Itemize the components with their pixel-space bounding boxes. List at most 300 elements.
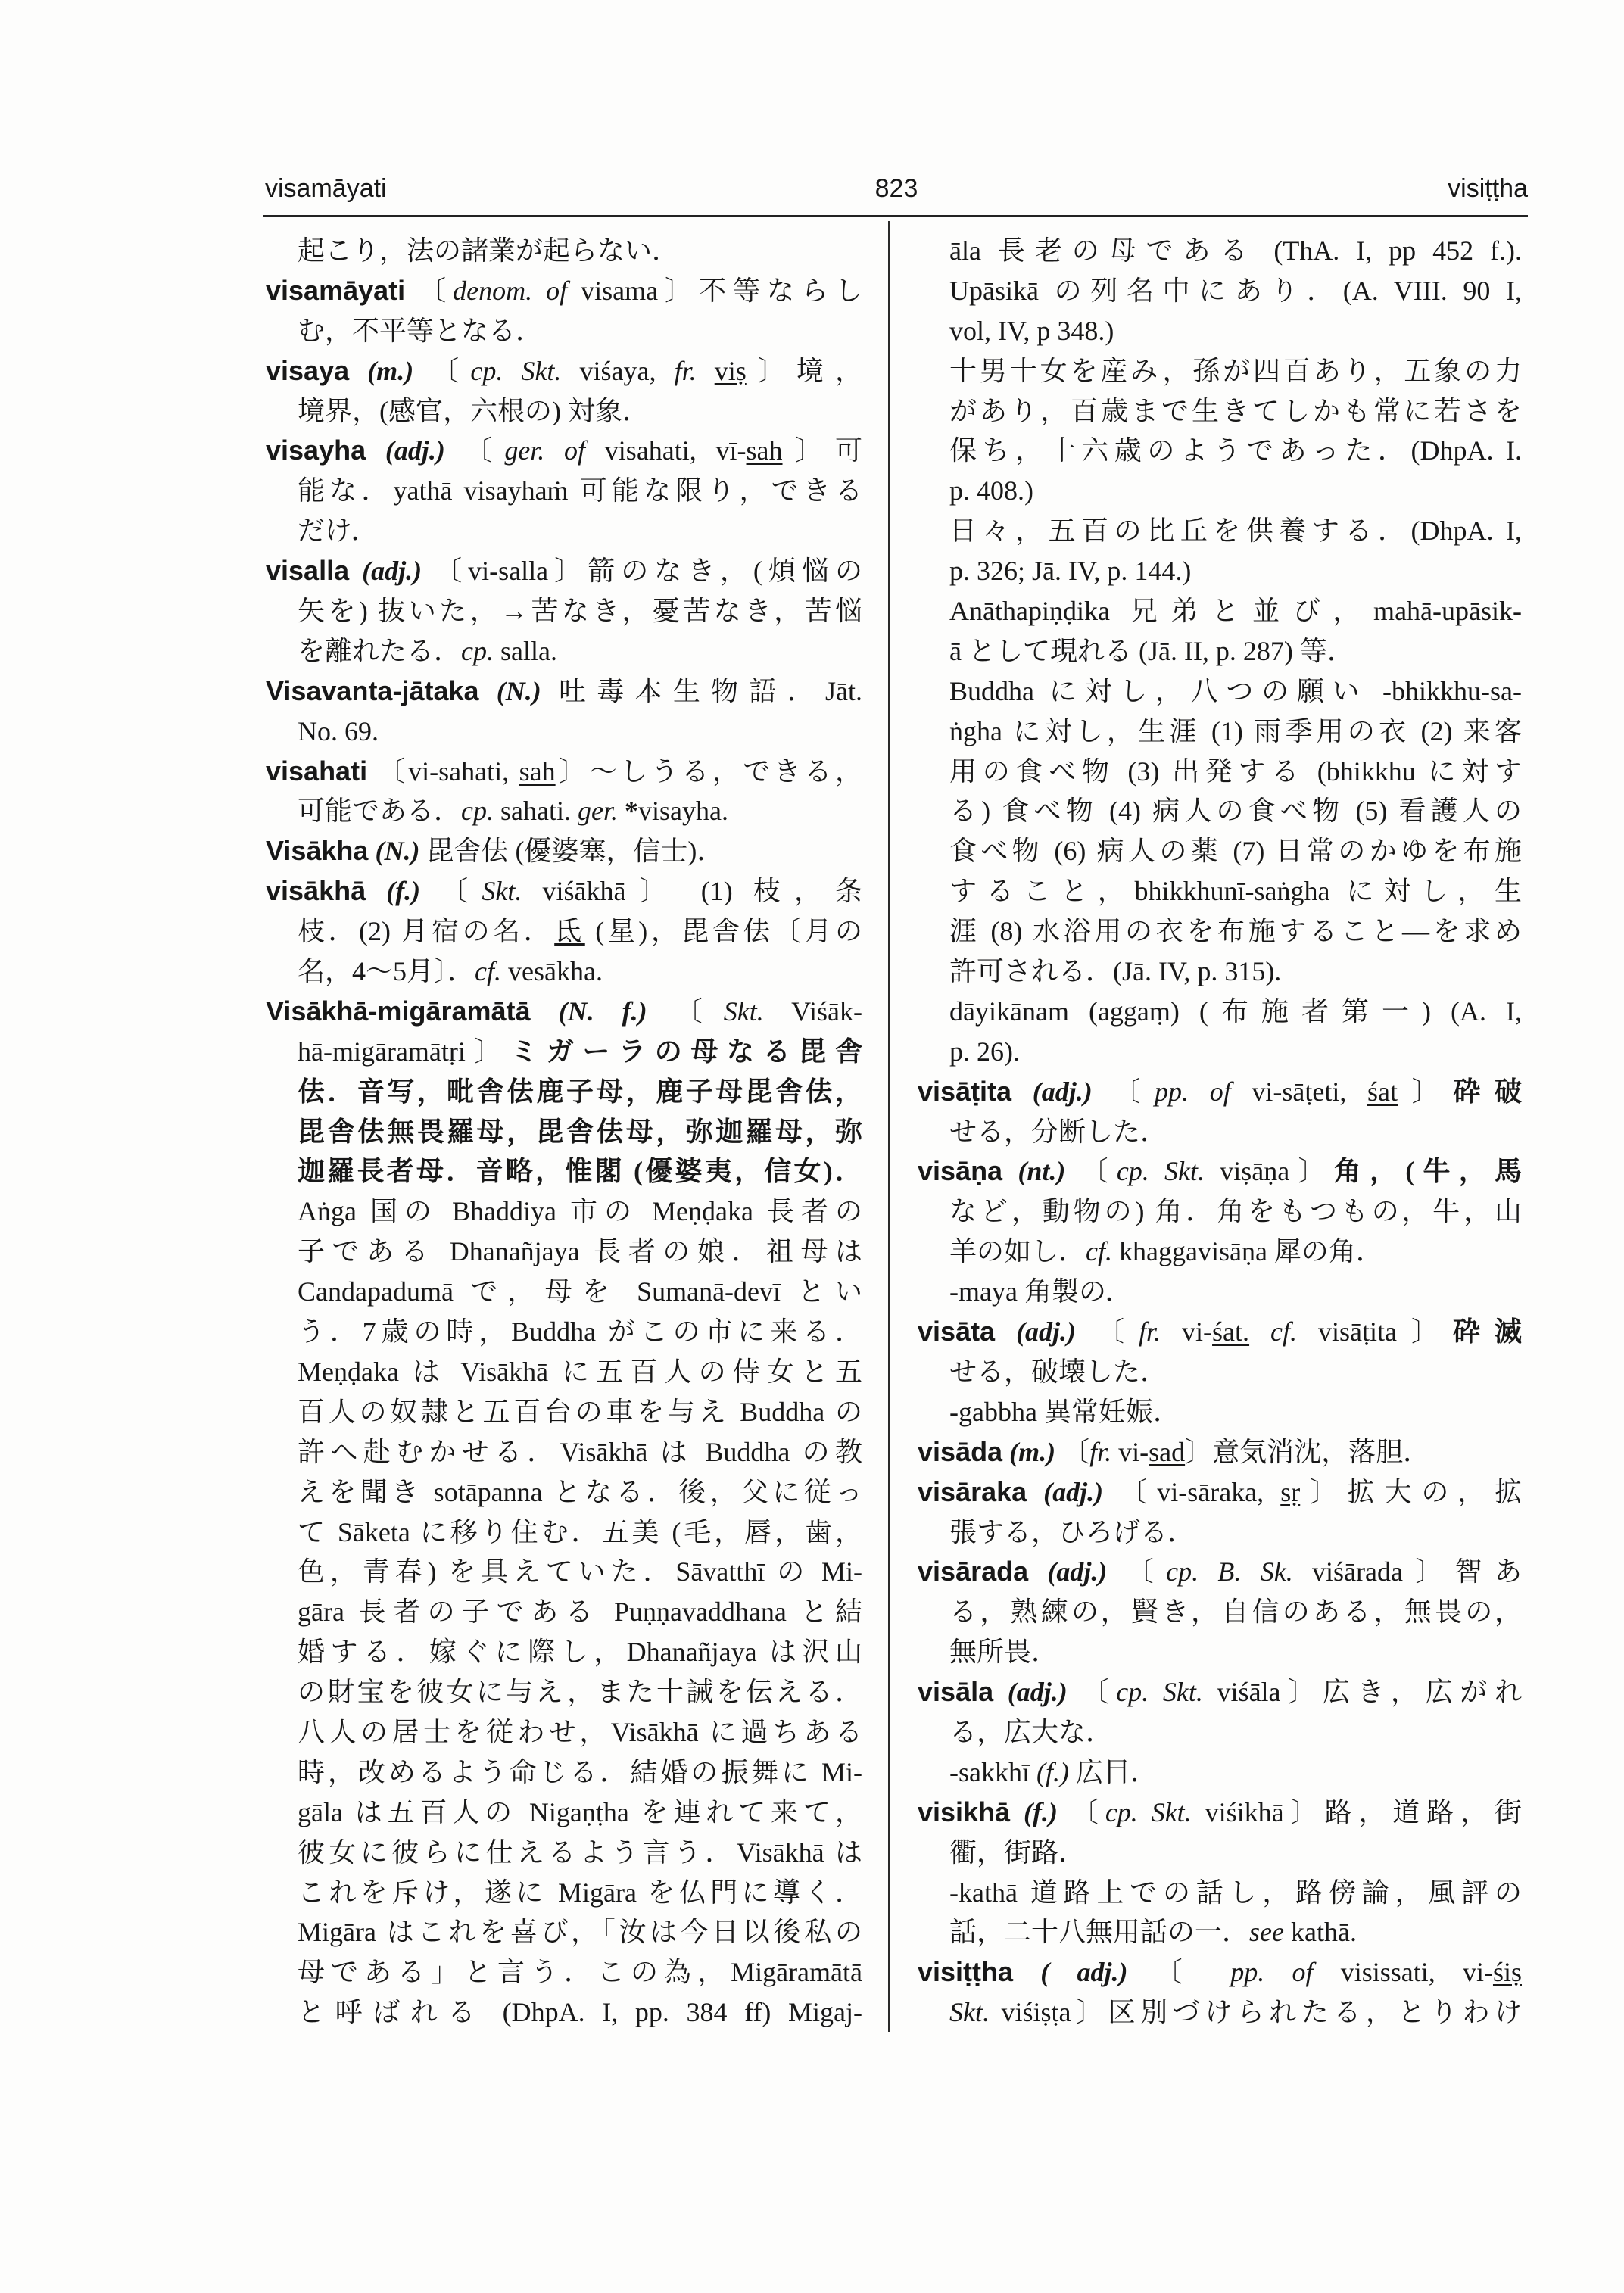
dictionary-line <box>266 1793 862 1833</box>
dictionary-line <box>266 671 862 712</box>
text-run: 〔 <box>1092 1076 1155 1107</box>
dictionary-line <box>266 1513 862 1553</box>
text-run: (星)，毘舎佉〔月の <box>584 916 862 947</box>
dictionary-entry <box>918 1672 1522 1793</box>
text-run: 〕意気消沈，落胆． <box>1185 1436 1431 1467</box>
dictionary-entry <box>918 1432 1522 1472</box>
text-run: 〔 <box>1055 1436 1090 1467</box>
grammar-note: cf. <box>1249 1316 1298 1347</box>
part-of-speech: (f.) <box>366 876 421 907</box>
dictionary-line <box>918 471 1522 511</box>
column-divider <box>888 221 890 2032</box>
text-run: ṅgha に対し，生涯 (1) 雨季用の衣 (2) 来客 <box>949 715 1522 746</box>
dictionary-line <box>266 1192 862 1232</box>
dictionary-line <box>918 1072 1522 1112</box>
dictionary-line <box>918 1032 1522 1072</box>
dictionary-entry <box>266 231 862 271</box>
text-run: -sakkhī <box>949 1756 1036 1787</box>
text-run: 〔 <box>647 995 724 1027</box>
text-run: vi- <box>1111 1436 1149 1467</box>
part-of-speech: ( adj.) <box>1013 1957 1128 1988</box>
headword: visāla <box>918 1676 994 1708</box>
text-run: 〕可 <box>782 435 862 466</box>
grammar-note: (f.) <box>1036 1756 1069 1787</box>
text-run: 〔vi-salla〕箭のなき，(煩悩の <box>422 556 862 587</box>
dictionary-line <box>266 992 862 1032</box>
dictionary-line <box>266 1592 862 1632</box>
grammar-note: see <box>1249 1917 1284 1948</box>
part-of-speech: (m.) <box>1002 1436 1056 1467</box>
dictionary-line <box>918 992 1522 1032</box>
text-run: gāra 長者の子である Puṇṇavaddhana と結 <box>298 1597 862 1628</box>
left-column <box>266 231 862 2033</box>
part-of-speech: (adj.) <box>366 435 445 466</box>
dictionary-line <box>266 911 862 952</box>
dictionary-line <box>918 1793 1522 1833</box>
text-run: visahati, vī- <box>585 435 747 466</box>
underlined-root: viṣ <box>714 355 747 386</box>
headword: visāṭita <box>918 1075 1012 1107</box>
text-run: る) 食べ物 (4) 病人の食べ物 (5) 看護人の <box>949 796 1522 827</box>
bold-text: 角，(牛，馬 <box>1333 1156 1522 1187</box>
grammar-note: fr. <box>1139 1316 1161 1347</box>
grammar-note: cp. Skt. <box>1116 1677 1203 1708</box>
text-run: 婚する．嫁ぐに際し，Dhanañjaya は沢山 <box>298 1637 862 1668</box>
text-run: 毘舎佉 (優婆塞，信士)． <box>419 836 725 867</box>
text-run: p. 408.) <box>949 475 1033 506</box>
text-run: No. 69. <box>298 715 379 746</box>
text-run: Migāra はこれを喜び，「汝は今日以後私の <box>298 1917 862 1948</box>
part-of-speech: (adj.) <box>995 1316 1077 1347</box>
dictionary-line <box>918 952 1522 992</box>
dictionary-line <box>266 1272 862 1312</box>
text-run: āla 長老の母である (ThA. I, pp 452 f.). <box>949 235 1522 266</box>
right-column <box>918 231 1522 2033</box>
grammar-note: fr. <box>1089 1436 1112 1467</box>
dictionary-line <box>918 1392 1522 1432</box>
text-run: vesākha. <box>501 956 603 987</box>
text-run: gāla は五百人の Nigaṇṭha を連れて来て， <box>298 1796 862 1827</box>
headword: visārada <box>918 1556 1029 1587</box>
text-run: 〕境， <box>746 355 862 386</box>
text-run: Viśāk- <box>763 995 862 1027</box>
dictionary-entry <box>918 1793 1522 1953</box>
dictionary-line <box>266 391 862 431</box>
text-run: visāṭita〕 <box>1297 1316 1453 1347</box>
part-of-speech: (m.) <box>349 355 414 386</box>
dictionary-line <box>266 1672 862 1712</box>
dictionary-line <box>918 871 1522 911</box>
dictionary-entry <box>266 671 862 752</box>
dictionary-line <box>266 1032 862 1072</box>
dictionary-line <box>918 1513 1522 1553</box>
dictionary-line <box>266 1432 862 1472</box>
grammar-note: Skt. <box>723 995 764 1027</box>
text-run: Meṇḍaka は Visākhā に五百人の侍女と五 <box>298 1356 862 1387</box>
part-of-speech: (N.) <box>368 836 420 867</box>
dictionary-line <box>266 1632 862 1672</box>
text-run: 〔 <box>413 355 471 386</box>
dictionary-line <box>266 351 862 391</box>
dictionary-line <box>918 1312 1522 1352</box>
text-run: ā として現れる (Jā. II, p. 287) 等． <box>949 635 1354 666</box>
bold-text: 砕破 <box>1453 1076 1522 1107</box>
text-run: 〔 <box>1067 1677 1117 1708</box>
text-run: -kathā 道路上での話し，路傍論，風評の <box>949 1877 1522 1908</box>
text-run: これを斥け，遂に Migāra を仏門に導く． <box>298 1877 862 1908</box>
text-run: -maya 角製の． <box>949 1276 1133 1307</box>
dictionary-line <box>918 831 1522 871</box>
text-run: 彼女に彼らに仕えるよう言う．Visākhā は <box>298 1837 862 1868</box>
grammar-note: ger. <box>577 796 618 827</box>
text-run: 広目． <box>1068 1756 1158 1787</box>
running-head-right: visiṭṭha <box>1448 174 1528 203</box>
dictionary-line <box>918 1592 1522 1632</box>
dictionary-entry <box>918 1472 1522 1553</box>
dictionary-entry <box>266 351 862 431</box>
dictionary-entry <box>266 271 862 351</box>
dictionary-line <box>918 1672 1522 1712</box>
text-run: があり，百歳まで生きてしかも常に若さを <box>949 395 1522 426</box>
headword: visiṭṭha <box>918 1956 1014 1988</box>
grammar-note: pp. of <box>1230 1957 1314 1988</box>
text-run: 話，二十八無用話の一． <box>949 1917 1250 1948</box>
text-run: viṣāṇa〕 <box>1205 1156 1334 1187</box>
underlined-root: sṛ <box>1280 1476 1301 1507</box>
part-of-speech: (nt.) <box>1002 1156 1066 1187</box>
text-run: viśārada〕智あ <box>1292 1556 1522 1587</box>
text-run: 可能である． <box>298 796 462 827</box>
dictionary-line <box>266 1112 862 1152</box>
text-run: 保ち，十六歳のようであった．(DhpA. I. <box>949 435 1522 466</box>
text-run: dāyikānam (aggaṃ) (布施者第一) (A. I, <box>949 995 1522 1027</box>
text-run: 子である Dhanañjaya 長者の娘．祖母は <box>298 1236 862 1267</box>
dictionary-entry <box>266 431 862 551</box>
text-run: 〔 <box>1107 1556 1167 1587</box>
text-run: 許可される．(Jā. IV, p. 315). <box>949 956 1282 987</box>
running-head-left: visamāyati <box>265 174 387 203</box>
text-run: 無所畏． <box>949 1637 1059 1668</box>
dictionary-line <box>266 1232 862 1272</box>
text-run: 許へ赴むかせる．Visākhā は Buddha の教 <box>298 1436 862 1467</box>
text-run: Candapadumā で，母を Sumanā-devī とい <box>298 1276 862 1307</box>
part-of-speech: (adj.) <box>349 556 422 587</box>
headword: visayha <box>266 435 366 466</box>
grammar-note: cp. Skt. <box>470 355 562 386</box>
dictionary-line <box>918 911 1522 952</box>
dictionary-entry <box>266 551 862 671</box>
part-of-speech: (adj.) <box>1027 1476 1104 1507</box>
dictionary-line <box>918 1151 1522 1192</box>
text-run: 〕～しうる，できる， <box>555 756 862 787</box>
text-run: て Sāketa に移り住む．五美 (毛，唇，歯， <box>298 1516 862 1547</box>
grammar-note: ger. of <box>504 435 586 466</box>
dictionary-line <box>918 1873 1522 1913</box>
text-run: の財宝を彼女に与え，また十誡を伝える． <box>298 1677 862 1708</box>
text-run: 〔 <box>1065 1156 1117 1187</box>
dictionary-entry <box>918 1552 1522 1672</box>
text-run: 張する，ひろげる． <box>949 1516 1195 1547</box>
part-of-speech: (adj.) <box>993 1677 1068 1708</box>
dictionary-line <box>266 1392 862 1432</box>
text-run: 矢を) 抜いた，→苦なき，憂苦なき，苦悩 <box>298 596 862 627</box>
dictionary-line <box>266 952 862 992</box>
text-run: せる，破壊した． <box>949 1356 1168 1387</box>
dictionary-line <box>918 1472 1522 1513</box>
text-run: 吐毒本生物語．Jāt. <box>541 675 862 706</box>
text-run: vi- <box>1161 1316 1213 1347</box>
text-run: vi-sāṭeti, <box>1230 1076 1367 1107</box>
dictionary-line <box>918 1992 1522 2033</box>
text-run: 〔 <box>444 435 505 466</box>
grammar-note: pp. of <box>1155 1076 1231 1107</box>
text-run: visissati, vi- <box>1313 1957 1493 1988</box>
dictionary-line <box>918 511 1522 551</box>
text-run: る，熟練の，賢き，自信のある，無畏の， <box>949 1597 1522 1628</box>
text-run: 〔 <box>1127 1957 1231 1988</box>
text-run: 名，4～5月〕． <box>298 956 475 987</box>
dictionary-line <box>918 351 1522 391</box>
text-run: visama〕不等ならし <box>567 275 862 306</box>
dictionary-line <box>266 1151 862 1192</box>
dictionary-line <box>266 752 862 792</box>
headword: visikhā <box>918 1796 1011 1827</box>
text-run: hā-migāramātṛi〕 <box>298 1036 511 1067</box>
grammar-note: cf. <box>475 956 501 987</box>
grammar-note: cp. <box>461 635 494 666</box>
text-run: 〔 <box>405 275 454 306</box>
dictionary-entry <box>918 1072 1522 1152</box>
headword: Visākha <box>266 835 369 867</box>
text-run: 枝．(2) 月宿の名． <box>298 916 555 947</box>
part-of-speech: (N. f.) <box>530 995 647 1027</box>
dictionary-line <box>266 1352 862 1392</box>
underlined-root: śat. <box>1212 1316 1250 1347</box>
text-run: sahati. <box>494 796 578 827</box>
text-run: kathā. <box>1283 1917 1357 1948</box>
headword: visahati <box>266 755 368 787</box>
text-run: viśāla〕広き，広がれ <box>1202 1677 1522 1708</box>
dictionary-entry <box>918 1151 1522 1312</box>
text-run: すること，bhikkhunī-saṅgha に対し，生 <box>949 876 1522 907</box>
text-run: 〔 <box>1076 1316 1139 1347</box>
text-run: る，広大な． <box>949 1716 1114 1747</box>
text-run: khaggavisāṇa 犀の角． <box>1112 1236 1383 1267</box>
headword: visamāyati <box>266 274 406 306</box>
header-rule <box>263 215 1528 217</box>
dictionary-line <box>918 1432 1522 1472</box>
text-run: viśākhā〕 (1) 枝，条 <box>522 876 862 907</box>
grammar-note: cp. Skt. <box>1105 1796 1192 1827</box>
dictionary-entry <box>918 1952 1522 2033</box>
dictionary-line <box>918 1352 1522 1392</box>
dictionary-line <box>918 791 1522 831</box>
text-run: う．7歳の時，Buddha がこの市に来る． <box>298 1316 862 1347</box>
dictionary-line <box>918 231 1522 271</box>
text-run: viśikhā〕路，道路，街 <box>1191 1796 1522 1827</box>
underlined-root: sah <box>746 435 783 466</box>
text-run: 起こり，法の諸業が起らない． <box>298 235 680 266</box>
dictionary-line <box>266 1072 862 1112</box>
dictionary-line <box>266 511 862 551</box>
bold-text: ミガーラの母なる毘舎 <box>510 1036 862 1067</box>
underlined-root: sad <box>1149 1436 1186 1467</box>
headword: visāta <box>918 1316 996 1347</box>
dictionary-line <box>266 1912 862 1952</box>
dictionary-entry <box>266 752 862 832</box>
dictionary-line <box>266 1992 862 2033</box>
dictionary-line <box>266 311 862 351</box>
dictionary-line <box>918 551 1522 591</box>
part-of-speech: (f.) <box>1010 1796 1058 1827</box>
text-run: -gabbha 異常妊娠． <box>949 1396 1180 1427</box>
text-run: 衢，街路． <box>949 1837 1086 1868</box>
part-of-speech: (N.) <box>478 675 541 706</box>
dictionary-line <box>918 391 1522 431</box>
dictionary-line <box>918 431 1522 471</box>
headword: Visākhā-migāramātā <box>266 995 531 1027</box>
text-run: えを聞き sotāpanna となる．後，父に従っ <box>298 1476 862 1507</box>
dictionary-line <box>918 1952 1522 1992</box>
dictionary-line <box>918 1552 1522 1592</box>
headword: visalla <box>266 555 350 587</box>
headword: visāda <box>918 1435 1003 1467</box>
grammar-note: cf. <box>1086 1236 1112 1267</box>
text-run: 母である」と言う．この為，Migāramātā <box>298 1957 862 1988</box>
dictionary-entry <box>918 1312 1522 1432</box>
dictionary-line <box>266 1752 862 1793</box>
dictionary-line <box>918 591 1522 631</box>
text-run: 涯 (8) 水浴用の衣を布施すること—を求め <box>949 916 1522 947</box>
dictionary-line <box>266 1472 862 1513</box>
grammar-note: Skt. <box>482 876 522 907</box>
headword: visaya <box>266 354 350 386</box>
text-run: visayha. <box>637 796 728 827</box>
dictionary-entry <box>918 231 1522 1072</box>
text-run: 時，改めるよう命じる．結婚の振舞に Mi- <box>298 1756 862 1787</box>
text-run: 羊の如し． <box>949 1236 1086 1267</box>
bold-text: 砕滅 <box>1452 1316 1522 1347</box>
text-run: p. 26). <box>949 1036 1020 1067</box>
dictionary-line <box>266 1312 862 1352</box>
text-run: 百人の奴隷と五百台の車を与え Buddha の <box>298 1396 862 1427</box>
underlined-root: sah <box>519 756 556 787</box>
text-run: viśaya, <box>561 355 675 386</box>
underlined-root: śat <box>1367 1076 1398 1107</box>
dictionary-line <box>918 712 1522 752</box>
dictionary-line <box>918 631 1522 671</box>
grammar-note: fr. <box>674 355 715 386</box>
dictionary-line <box>918 1833 1522 1873</box>
dictionary-line <box>918 752 1522 792</box>
dictionary-entry <box>266 831 862 871</box>
dictionary-line <box>266 231 862 271</box>
dictionary-line <box>266 871 862 911</box>
text-run: 境界，(感官，六根の) 対象． <box>298 395 650 426</box>
text-run: を離れたる． <box>298 635 462 666</box>
dictionary-line <box>918 1112 1522 1152</box>
dictionary-line <box>266 631 862 671</box>
dictionary-line <box>266 1952 862 1992</box>
text-run: 〕拡大の，拡 <box>1300 1476 1522 1507</box>
text-run: viśiṣṭa〕区別づけられたる，とりわけ <box>989 1997 1522 2028</box>
text-run: Anāthapiṇḍika 兄弟と並び，mahā-upāsik- <box>949 596 1522 627</box>
text-run: 〔vi-sahati, <box>367 756 519 787</box>
dictionary-line <box>918 1712 1522 1752</box>
underlined-root: 氐 <box>554 916 585 947</box>
text-run: 食べ物 (6) 病人の薬 (7) 日常のかゆを布施 <box>949 836 1522 867</box>
dictionary-line <box>918 1232 1522 1272</box>
grammar-note: cp. <box>461 796 494 827</box>
dictionary-line <box>266 1873 862 1913</box>
text-run: 〔 <box>1057 1796 1105 1827</box>
text-run: だけ． <box>298 516 379 547</box>
dictionary-line <box>918 671 1522 712</box>
text-run: む，不平等となる． <box>298 315 544 346</box>
dictionary-line <box>266 591 862 631</box>
headword: visāṇa <box>918 1155 1003 1187</box>
bold-text: 迦羅長者母．音略，惟閣 (優婆夷，信女)． <box>298 1156 862 1187</box>
bold-text: * <box>617 796 638 827</box>
dictionary-line <box>266 791 862 831</box>
bold-text: 佉．音写，毗舎佉鹿子母，鹿子母毘舎佉， <box>298 1076 862 1107</box>
bold-text: 毘舎佉無畏羅母，毘舎佉母，弥迦羅母，弥 <box>298 1116 862 1147</box>
part-of-speech: (adj.) <box>1011 1076 1093 1107</box>
dictionary-line <box>918 271 1522 311</box>
text-run: せる，分断した． <box>949 1116 1168 1147</box>
dictionary-line <box>918 1632 1522 1672</box>
text-run: Aṅga 国の Bhaddiya 市の Meṇḍaka 長者の <box>298 1196 862 1227</box>
grammar-note: cp. B. Sk. <box>1166 1556 1293 1587</box>
headword: visāraka <box>918 1475 1027 1507</box>
grammar-note: Skt. <box>949 1997 990 2028</box>
dictionary-line <box>266 1712 862 1752</box>
text-run: 日々，五百の比丘を供養する．(DhpA. I, <box>949 516 1522 547</box>
text-run: Upāsikā の列名中にあり．(A. VIII. 90 I, <box>949 275 1522 306</box>
dictionary-line <box>918 1272 1522 1312</box>
text-run: 用の食べ物 (3) 出発する (bhikkhu に対す <box>949 756 1522 787</box>
dictionary-line <box>266 431 862 471</box>
text-run: 色，青春) を具えていた．Sāvatthī の Mi- <box>298 1556 862 1587</box>
text-run: 〔vi-sāraka, <box>1103 1476 1281 1507</box>
dictionary-line <box>918 1192 1522 1232</box>
text-run: 能な．yathā visayhaṁ 可能な限り，できる <box>298 475 862 506</box>
dictionary-line <box>266 712 862 752</box>
text-run: 〕 <box>1398 1076 1454 1107</box>
underlined-root: śiṣ <box>1492 1957 1522 1988</box>
dictionary-line <box>918 311 1522 351</box>
text-run: と呼ばれる (DhpA. I, pp. 384 ff) Migaj- <box>298 1997 862 2028</box>
text-run: 十男十女を産み，孫が四百あり，五象の力 <box>949 355 1522 386</box>
dictionary-line <box>266 271 862 311</box>
dictionary-line <box>266 551 862 591</box>
part-of-speech: (adj.) <box>1028 1556 1108 1587</box>
dictionary-line <box>266 471 862 511</box>
text-run: Buddha に対し，八つの願い -bhikkhu-sa- <box>949 675 1522 706</box>
text-run: salla. <box>494 635 557 666</box>
grammar-note: cp. Skt. <box>1116 1156 1205 1187</box>
headword: visākhā <box>266 875 366 907</box>
text-run: 八人の居士を従わせ，Visākhā に過ちある <box>298 1716 862 1747</box>
text-run: p. 326; Jā. IV, p. 144.) <box>949 556 1192 587</box>
dictionary-entry <box>266 992 862 2033</box>
headword: Visavanta-jātaka <box>266 675 479 706</box>
grammar-note: denom. of <box>453 275 568 306</box>
dictionary-entry <box>266 871 862 992</box>
text-run: vol, IV, p 348.) <box>949 315 1114 346</box>
dictionary-line <box>266 831 862 871</box>
dictionary-line <box>266 1552 862 1592</box>
